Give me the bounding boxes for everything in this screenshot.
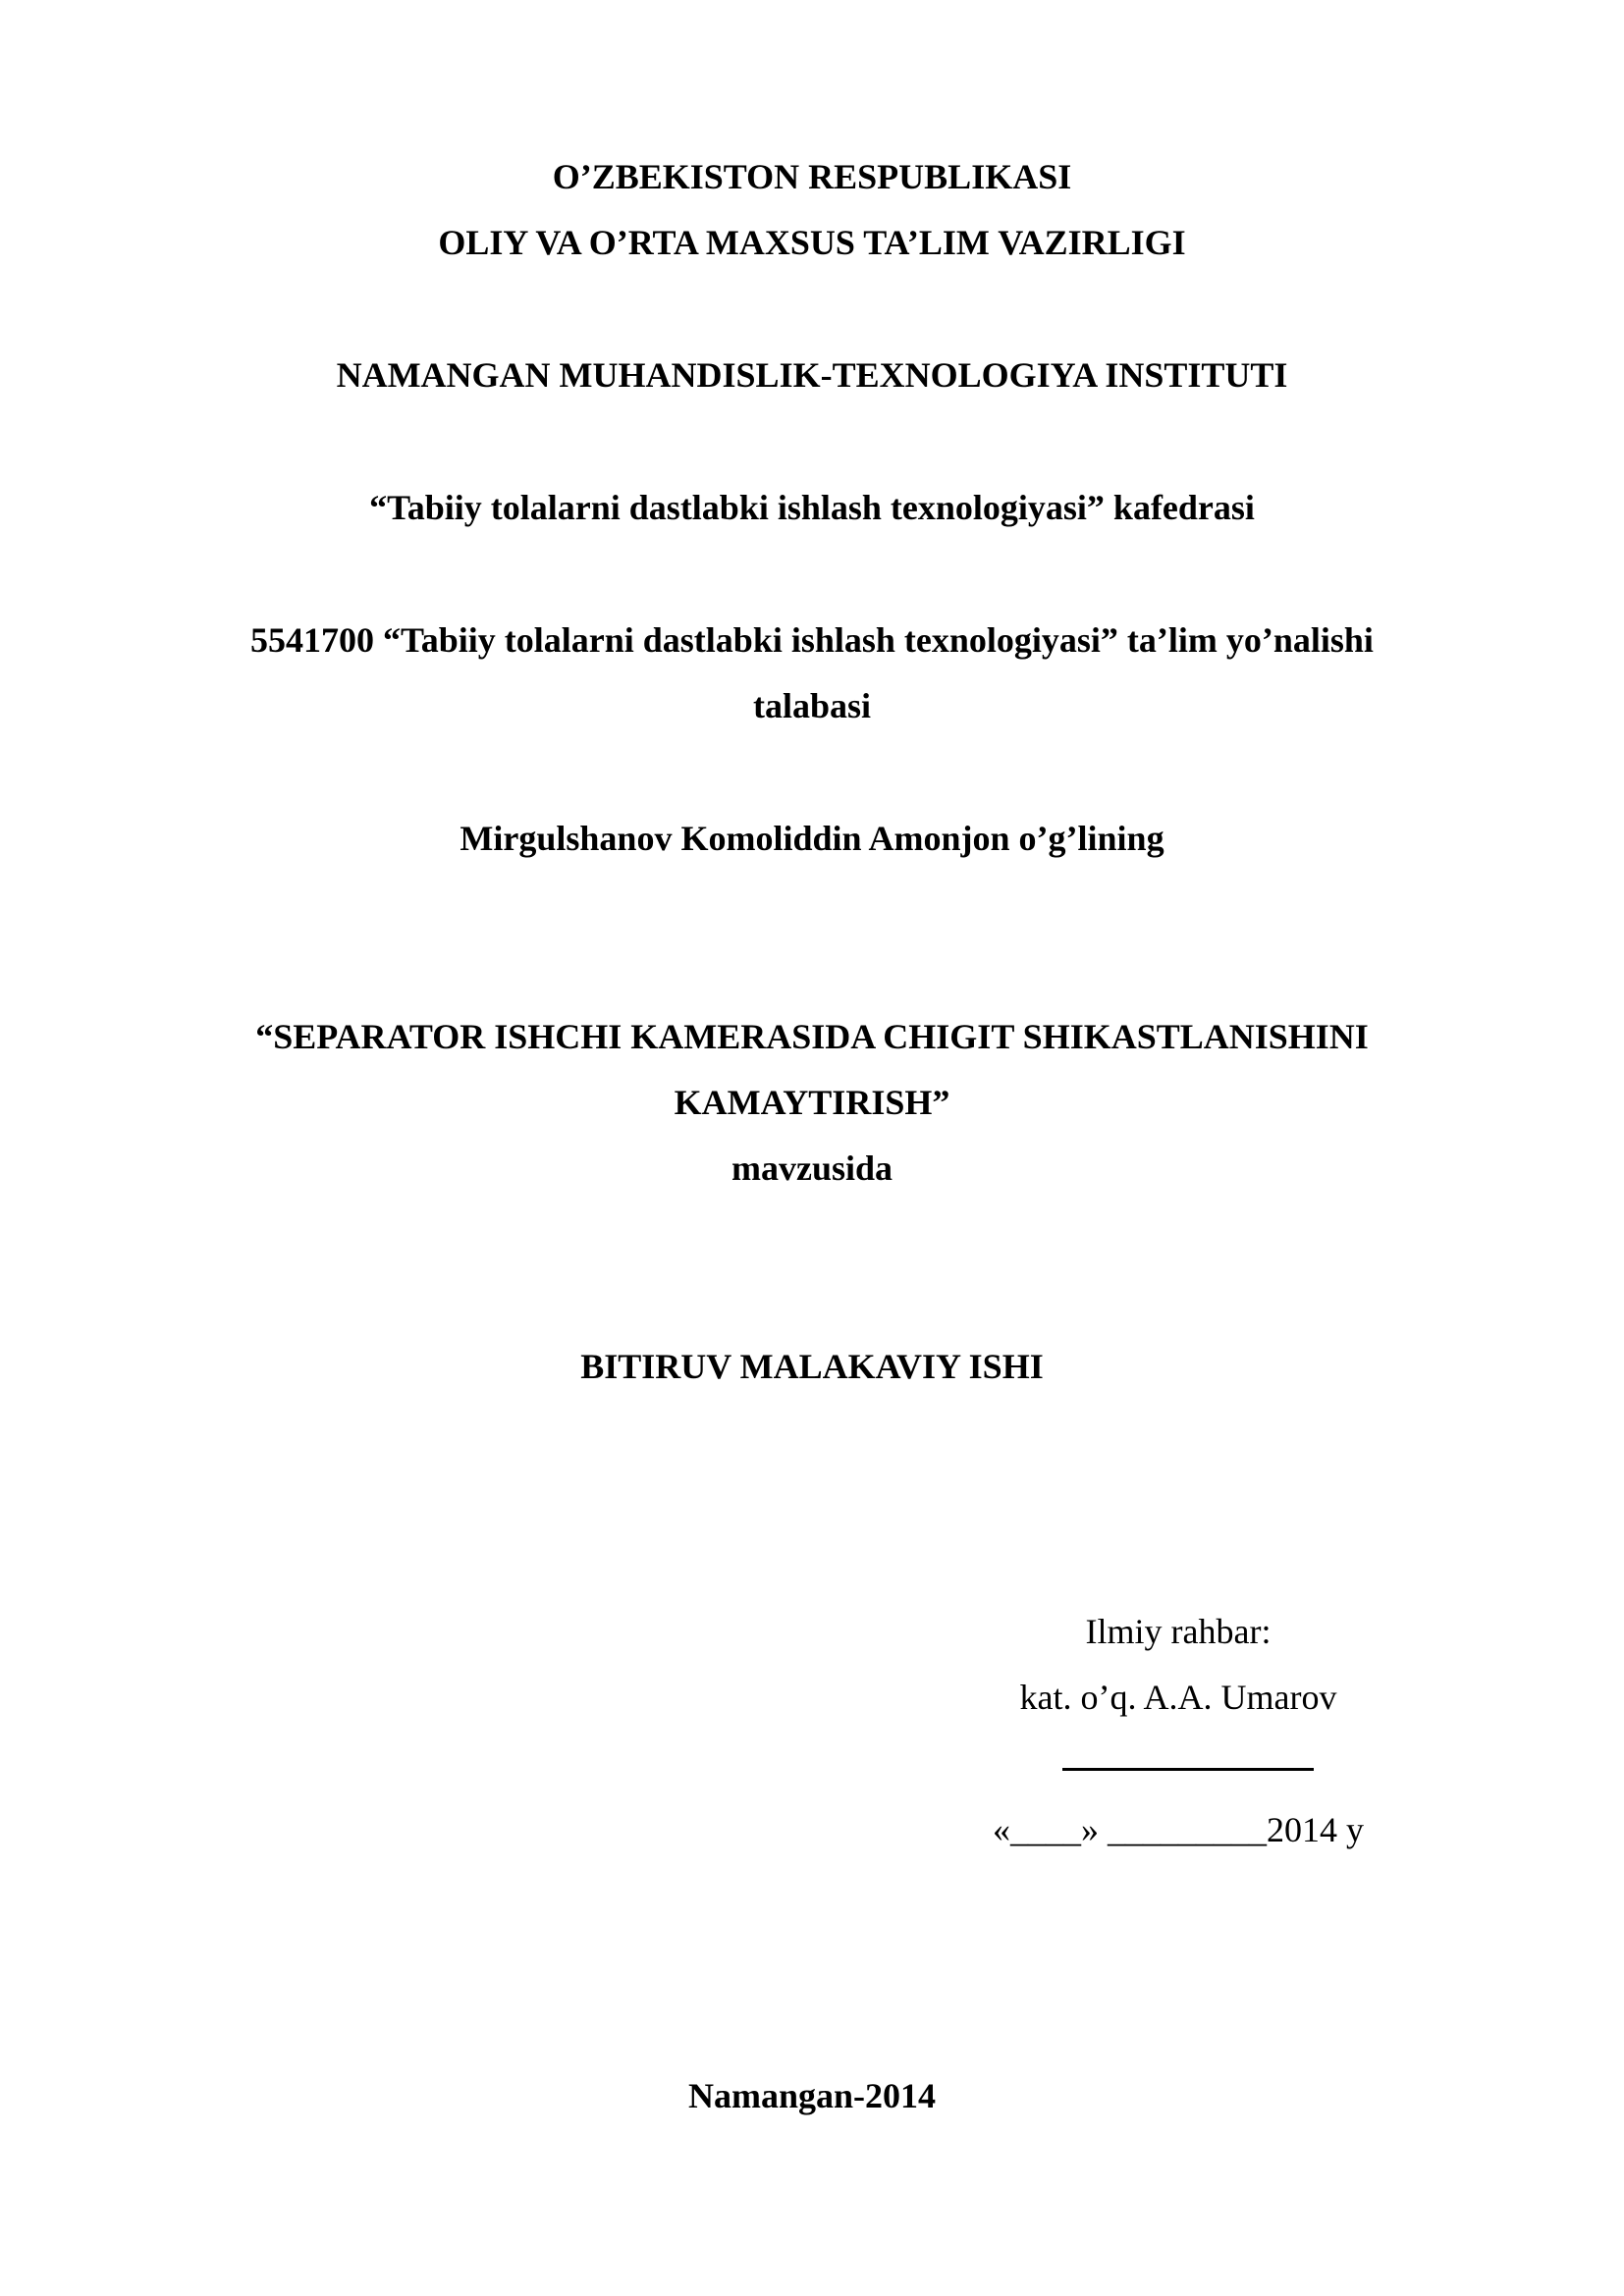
country-heading: O’ZBEKISTON RESPUBLIKASI [552,157,1072,196]
program-line-1: 5541700 “Tabiiy tolalarni dastlabki ishlash texnologiyasi” ta’lim yo’nalishi [250,620,1374,660]
department-name: “Tabiiy tolalarni dastlabki ishlash texnologiyasi” kafedrasi [369,488,1255,527]
topic-line-3: mavzusida [731,1148,893,1188]
supervisor-date: «____» _________2014 y [993,1810,1364,1849]
topic-line-2: KAMAYTIRISH” [674,1083,950,1122]
work-type: BITIRUV MALAKAVIY ISHI [580,1347,1044,1386]
ministry-heading: OLIY VA O’RTA MAXSUS TA’LIM VAZIRLIGI [438,223,1186,262]
program-line-2: talabasi [752,686,872,725]
student-name: Mirgulshanov Komoliddin Amonjon o’g’lining [460,819,1164,858]
institute-heading: NAMANGAN MUHANDISLIK-TEXNOLOGIYA INSTITUTI [336,355,1288,395]
supervisor-name: kat. o’q. A.A. Umarov [1019,1678,1337,1717]
topic-line-1: “SEPARATOR ISHCHI KAMERASIDA CHIGIT SHIKASTLANISHINI [255,1017,1369,1056]
footer-city-year: Namangan-2014 [687,2076,937,2115]
signature-line [1062,1768,1314,1771]
supervisor-label: Ilmiy rahbar: [1085,1612,1272,1651]
